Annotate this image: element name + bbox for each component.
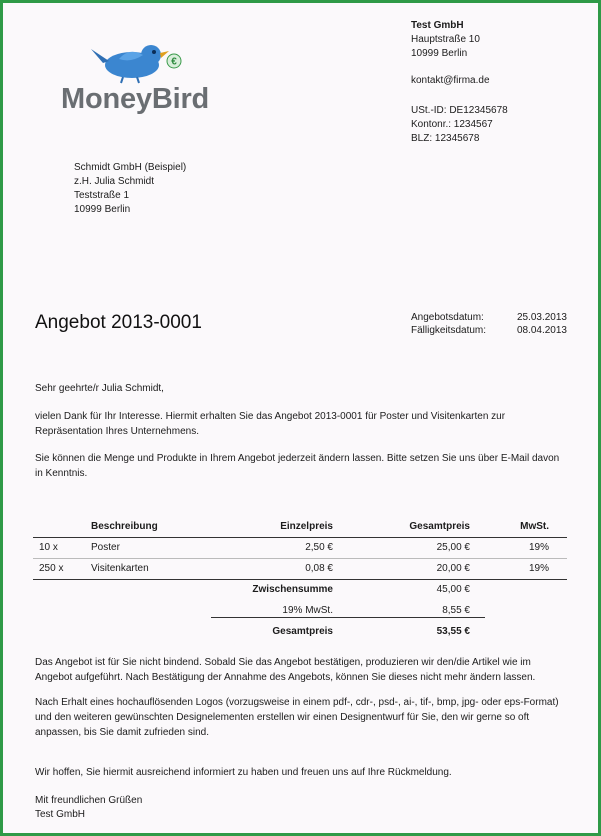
row-description: Visitenkarten	[91, 563, 149, 574]
header-unit-price: Einzelpreis	[280, 521, 333, 532]
subtotal-value: 45,00 €	[436, 584, 470, 595]
closing-paragraph: Wir hoffen, Sie hiermit ausreichend informiert zu haben und freuen uns auf Ihre Rückmeldung.	[35, 767, 452, 778]
row-unit-price: 0,08 €	[305, 563, 333, 574]
recipient-attention: z.H. Julia Schmidt	[74, 176, 155, 187]
invoice-page	[3, 3, 598, 833]
sender-email[interactable]: kontakt@firma.de	[411, 75, 490, 86]
greeting: Sehr geehrte/r Julia Schmidt,	[35, 383, 164, 394]
subtotal-label: Zwischensumme	[252, 584, 333, 595]
change-paragraph: Sie können die Menge und Produkte in Ihrem Angebot jederzeit ändern lassen. Bitte setzen Sie uns über E-Mail davon in Kenntnis.	[35, 453, 560, 479]
row-total-price: 25,00 €	[436, 542, 470, 553]
document-title: Angebot 2013-0001	[35, 312, 202, 333]
recipient-block	[74, 161, 186, 217]
logo-paragraph: Nach Erhalt eines hochauflösenden Logos (vorzugsweise in einem pdf-, cdr-, psd-, ai-, tif-, bmp, jpg- oder eps-Format) und den weiteren gewünschten Designelementen erstellen wir einen Designentwurf für Sie, den wir gerne so oft anpassen, bis Sie damit zufrieden sind.	[35, 697, 559, 738]
header-vat: MwSt.	[520, 521, 549, 532]
row-total-price: 20,00 €	[436, 563, 470, 574]
total-label: Gesamtpreis	[272, 626, 333, 637]
date-block	[411, 311, 567, 337]
row-vat: 19%	[528, 542, 549, 553]
row-unit-price: 2,50 €	[305, 542, 333, 553]
signature: Test GmbH	[35, 809, 86, 820]
offer-date-label: Angebotsdatum:	[411, 312, 484, 323]
binding-paragraph: Das Angebot ist für Sie nicht bindend. Sobald Sie das Angebot bestätigen, produzieren wir den/die Artikel wie im Angebot aufgeführt. Nach Bestätigung der Annahme des Angebots, können Sie dieses nicht mehr ändern lassen.	[35, 657, 536, 683]
header-total-price: Gesamtpreis	[409, 521, 470, 532]
offer-date-value: 25.03.2013	[516, 312, 567, 323]
sender-blz: BLZ: 12345678	[411, 133, 480, 144]
recipient-street: Teststraße 1	[74, 190, 130, 201]
table-row	[33, 538, 567, 559]
row-description: Poster	[91, 542, 120, 553]
vat-label: 19% MwSt.	[282, 605, 333, 616]
header-description: Beschreibung	[91, 521, 158, 532]
intro-paragraph: vielen Dank für Ihr Interesse. Hiermit erhalten Sie das Angebot 2013-0001 für Poster und Visitenkarten zur Repräsentation Ihres Unternehmens.	[35, 411, 506, 437]
vat-row	[33, 601, 567, 622]
sender-city: 10999 Berlin	[411, 48, 468, 59]
due-date-value: 08.04.2013	[516, 325, 567, 336]
recipient-company: Schmidt GmbH (Beispiel)	[74, 162, 187, 173]
due-date-label: Fälligkeitsdatum:	[411, 325, 487, 336]
vat-value: 8,55 €	[442, 605, 470, 616]
recipient-city: 10999 Berlin	[74, 204, 131, 215]
euro-coin-icon: €	[171, 56, 177, 68]
sender-block	[411, 19, 508, 146]
line-items-table	[33, 517, 567, 643]
total-value: 53,55 €	[436, 626, 470, 637]
sender-account: Kontonr.: 1234567	[411, 119, 493, 130]
table-row	[33, 559, 567, 580]
sender-name: Test GmbH	[411, 20, 464, 31]
row-vat: 19%	[528, 563, 549, 574]
total-row	[33, 622, 567, 643]
row-qty: 250 x	[39, 563, 64, 574]
row-qty: 10 x	[39, 542, 58, 553]
closing-salutation: Mit freundlichen Grüßen	[35, 795, 143, 806]
table-header-row	[33, 517, 567, 538]
sender-vat-id: USt.-ID: DE12345678	[411, 105, 508, 116]
sender-street: Hauptstraße 10	[411, 34, 480, 45]
subtotal-row	[33, 580, 567, 601]
logo-wordmark: MoneyBird	[61, 83, 210, 115]
